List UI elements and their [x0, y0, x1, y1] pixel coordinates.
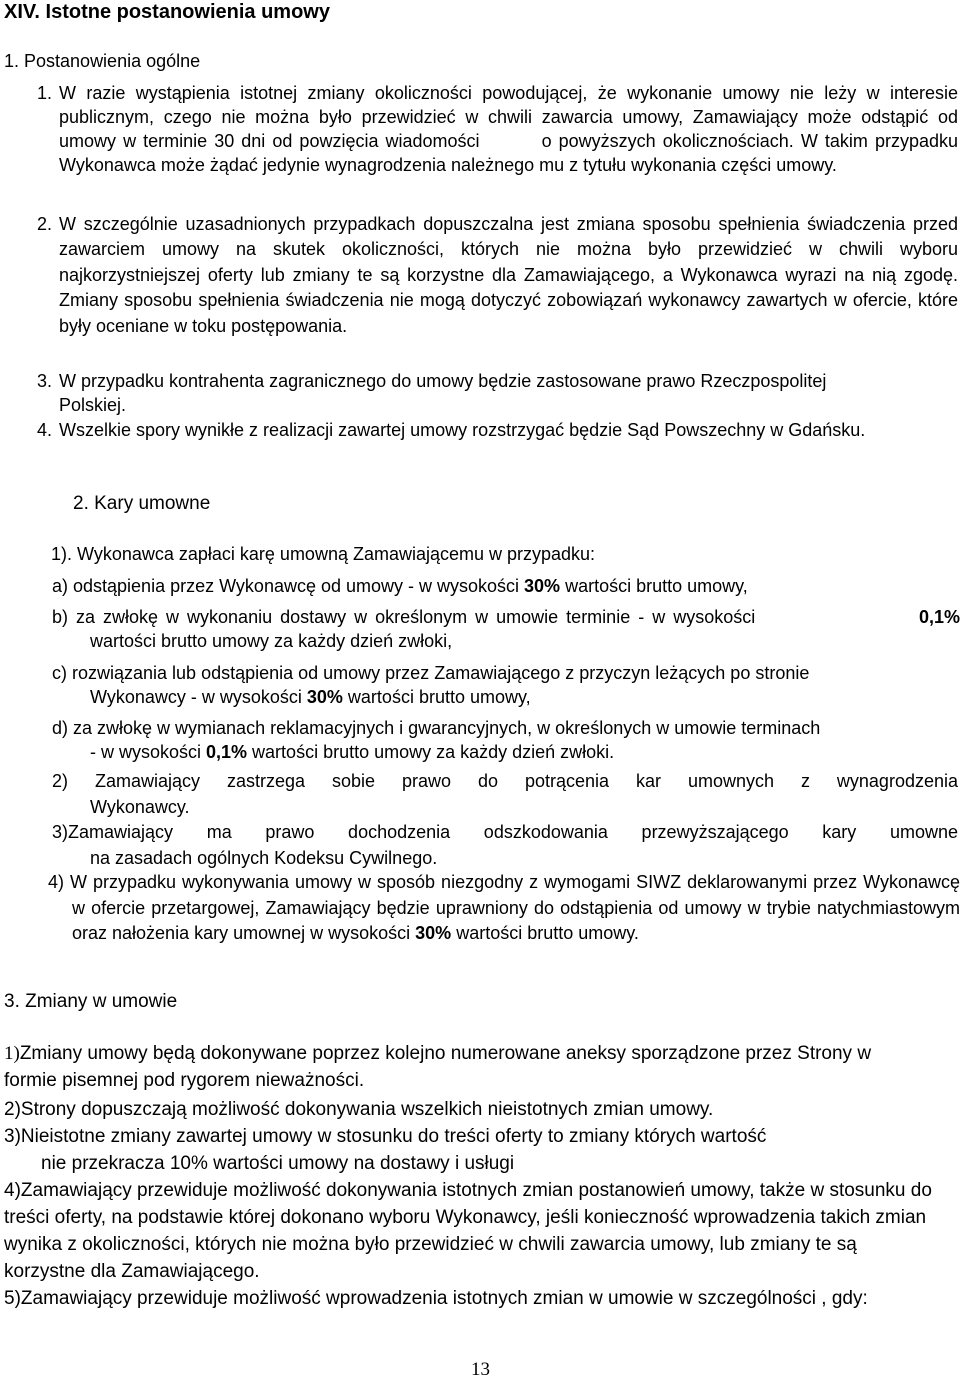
penalty-3-line2: na zasadach ogólnych Kodeksu Cywilnego.: [90, 848, 438, 868]
changes-5: 5)Zamawiający przewiduje możliwość wprowadzenia istotnych zmian w umowie w szczególności , gdy:: [4, 1288, 868, 1309]
item-4-text: Wszelkie spory wynikłe z realizacji zawartej umowy rozstrzygać będzie Sąd Powszechny w Gdańsku.: [59, 420, 866, 440]
item-4-number: 4.: [37, 420, 53, 440]
item-2-text: W szczególnie uzasadnionych przypadkach dopuszczalna jest zmiana sposobu spełnienia świadczenia przed zawarciem umowy na skutek okoliczności, których nie można było przewidzieć w chwili wyboru najkorzystniejszej oferty lub zmiany te są korzystne dla Zamawiającego, a Wykonawca wyrazi na nią zgodę. Zmiany sposobu spełnienia świadczenia nie mogą dotyczyć zobowiązań wykonawcy zawartych w ofercie, które były oceniane w toku postępowania.: [59, 214, 958, 336]
subsection-title-changes: 3. Zmiany w umowie: [4, 991, 178, 1012]
item-3-text: W przypadku kontrahenta zagranicznego do umowy będzie zastosowane prawo Rzeczpospolitej Polskiej.: [59, 371, 827, 415]
subsection-title-general: 1. Postanowienia ogólne: [4, 51, 201, 71]
penalty-b-line1: b) za zwłokę w wykonaniu dostawy w określonym w umowie terminie - w wysokości 0,1%: [52, 607, 960, 627]
item-3-number: 3.: [37, 371, 53, 391]
penalty-d-line1: d) za zwłokę w wymianach reklamacyjnych i gwarancyjnych, w określonych w umowie terminach: [52, 718, 821, 738]
penalty-2-line1: 2) Zamawiający zastrzega sobie prawo do potrącenia kar umownych z wynagrodzenia: [52, 771, 958, 791]
subsection-title-penalties: 2. Kary umowne: [73, 493, 211, 514]
section-title: XIV. Istotne postanowienia umowy: [4, 1, 330, 23]
changes-1: 1)Zmiany umowy będą dokonywane poprzez kolejno numerowane aneksy sporządzone przez Strony w formie pisemnej pod rygorem nieważności.: [4, 1043, 872, 1091]
item-2-number: 2.: [37, 214, 53, 234]
penalty-2-line2: Wykonawcy.: [90, 797, 190, 817]
changes-4: 4)Zamawiający przewiduje możliwość dokonywania istotnych zmian postanowień umowy, także w stosunku do treści oferty, na podstawie której dokonano wyboru Wykonawcy, jeśli konieczność wprowadzenia takich zmian wynika z okoliczności, których nie można było przewidzieć w chwili zawarcia umowy, lub zmiany te są korzystne dla Zamawiającego.: [4, 1180, 932, 1282]
penalty-d-line2: - w wysokości 0,1% wartości brutto umowy za każdy dzień zwłoki.: [90, 742, 615, 762]
item-1-text: W razie wystąpienia istotnej zmiany okoliczności powodującej, że wykonanie umowy nie leży w interesie publicznym, czego nie można było przewidzieć w chwili zawarcia umowy, Zamawiający może odstąpić od umowy w terminie 30 dni od powzięcia wiadomości o powyższych okolicznościach. W takim przypadku Wykonawca może żądać jedynie wynagrodzenia należnego mu z tytułu wykonania części umowy.: [59, 83, 958, 175]
penalty-4: 4) W przypadku wykonywania umowy w sposób niezgodny z wymogami SIWZ deklarowanymi przez Wykonawcę w ofercie przetargowej, Zamawiający będzie uprawniony do odstąpienia od umowy w trybie natychmiastowym oraz nałożenia kary umownej w wysokości 30% wartości brutto umowy.: [48, 872, 960, 943]
item-1-number: 1.: [37, 83, 53, 103]
penalty-b-line2: wartości brutto umowy za każdy dzień zwłoki,: [90, 631, 453, 651]
penalty-a: a) odstąpienia przez Wykonawcę od umowy - w wysokości 30% wartości brutto umowy,: [52, 576, 748, 596]
changes-3-line1: 3)Nieistotne zmiany zawartej umowy w stosunku do treści oferty to zmiany których wartość: [4, 1126, 767, 1147]
penalties-intro: 1). Wykonawca zapłaci karę umowną Zamawiającemu w przypadku:: [51, 544, 596, 564]
penalty-c-line2: Wykonawcy - w wysokości 30% wartości brutto umowy,: [90, 687, 531, 707]
changes-2: 2)Strony dopuszczają możliwość dokonywania wszelkich nieistotnych zmian umowy.: [4, 1099, 714, 1120]
penalty-3-line1: 3)Zamawiający ma prawo dochodzenia odszkodowania przewyższającego kary umowne: [52, 822, 958, 842]
changes-3-line2: nie przekracza 10% wartości umowy na dostawy i usługi: [41, 1153, 515, 1174]
page-number: 13: [471, 1359, 490, 1380]
penalty-c-line1: c) rozwiązania lub odstąpienia od umowy przez Zamawiającego z przyczyn leżących po stronie: [52, 663, 810, 683]
